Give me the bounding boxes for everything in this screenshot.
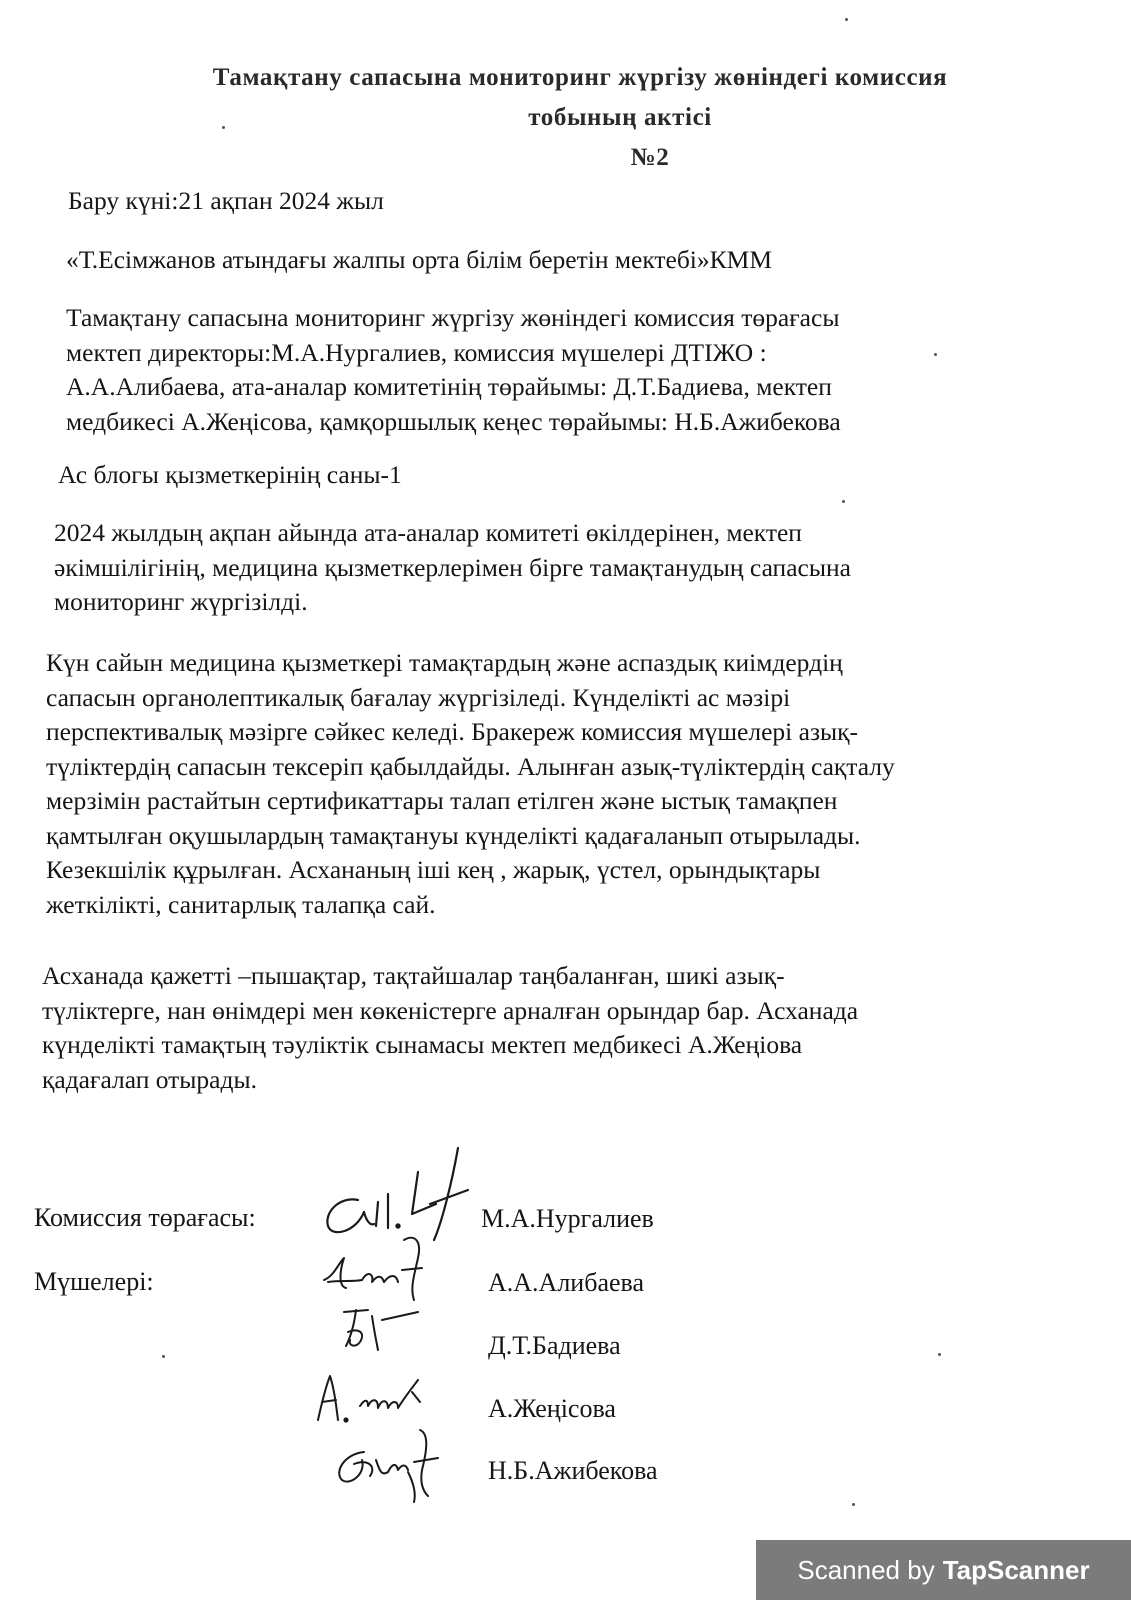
member-signature [330, 1424, 450, 1504]
scan-speck [845, 18, 848, 21]
paragraph-line: перспективалық мәзірге сәйкес келеді. Бракереж комиссия мүшелері азық- [46, 717, 859, 746]
watermark-prefix: Scanned by [797, 1554, 935, 1585]
paragraph-line: мерзімін растайтын сертификаттары талап етілген және ыстық тамақпен [46, 786, 838, 815]
commission-line: мектеп директоры:М.А.Нургалиев, комиссия мүшелері ДТІЖО : [66, 337, 767, 367]
member-signature [338, 1296, 458, 1356]
scan-speck [842, 500, 845, 503]
school-name: «Т.Есімжанов атындағы жалпы орта білім беретін мектебі»КММ [66, 245, 772, 274]
paragraph-daily-control [46, 646, 895, 922]
paragraph-line: Асханада қажетті –пышақтар, тақтайшалар таңбаланған, шикі азық- [42, 961, 785, 990]
paragraph-line: қадағалап отырады. [42, 1064, 257, 1094]
document-title-line1: Тамақтану сапасына мониторинг жүргізу жөніндегі комиссия [212, 64, 948, 91]
chair-name: М.А.Нургалиев [481, 1204, 654, 1233]
visit-date: Бару күні:21 ақпан 2024 жыл [68, 186, 384, 215]
chair-label: Комиссия төрағасы: [34, 1203, 256, 1232]
paragraph-line: мониторинг жүргізілді. [54, 587, 308, 616]
member-name: А.А.Алибаева [488, 1268, 644, 1297]
member-signature [312, 1362, 442, 1432]
paragraph-line: сапасын органолептикалық бағалау жүргізіледі. Күнделікті ас мәзірі [46, 682, 791, 712]
scan-speck [222, 126, 225, 129]
commission-line: А.А.Алибаева, ата-аналар комитетінің төрайымы: Д.Т.Бадиева, мектеп [66, 372, 832, 401]
paragraph-line: қамтылған оқушылардың тамақтануы күнделікті қадағаланып отырылады. [46, 820, 861, 850]
paragraph-monitoring [54, 516, 851, 620]
paragraph-line: Күн сайын медицина қызметкері тамақтардың және аспаздық киімдердің [46, 648, 843, 677]
members-label: Мүшелері: [34, 1267, 154, 1296]
scan-speck [938, 1353, 941, 1356]
commission-line: Тамақтану сапасына мониторинг жүргізу жөніндегі комиссия төрағасы [66, 303, 840, 332]
paragraph-line: 2024 жылдың ақпан айында ата-аналар комитеті өкілдерінен, мектеп [54, 518, 802, 547]
member-name: Н.Б.Ажибекова [488, 1456, 658, 1485]
paragraph-canteen [42, 959, 858, 1097]
commission-paragraph [66, 301, 841, 439]
scan-speck [934, 353, 937, 356]
paragraph-line: жеткілікті, санитарлық талапқа сай. [46, 889, 436, 919]
document-number: №2 [630, 144, 670, 171]
paragraph-line: түліктерге, нан өнімдері мен көкеністерге арналған орындар бар. Асханада [42, 995, 859, 1025]
paragraph-line: күнделікті тамақтың тәуліктік сынамасы мектеп медбикесі А.Жеңіова [42, 1030, 803, 1059]
watermark-brand: TapScanner [942, 1554, 1090, 1585]
member-name: А.Жеңісова [488, 1394, 616, 1423]
paragraph-line: әкімшілігінің, медицина қызметкерлерімен бірге тамақтанудың сапасына [54, 552, 851, 582]
paragraph-line: Кезекшілік құрылған. Асхананың іші кең , жарық, үстел, орындықтары [46, 855, 821, 884]
scan-speck [162, 1355, 165, 1358]
member-name: Д.Т.Бадиева [488, 1331, 621, 1360]
scan-speck [852, 1503, 855, 1506]
staff-count: Ас блогы қызметкерінің саны-1 [58, 460, 402, 489]
scanner-watermark [756, 1540, 1131, 1600]
paragraph-line: түліктердің сапасын тексеріп қабылдайды. Алынған азық-түліктердің сақталу [46, 751, 895, 781]
commission-line: медбикесі А.Жеңісова, қамқоршылық кеңес төрайымы: Н.Б.Ажибекова [66, 406, 841, 436]
document-title-line2: тобының актісі [528, 104, 712, 131]
